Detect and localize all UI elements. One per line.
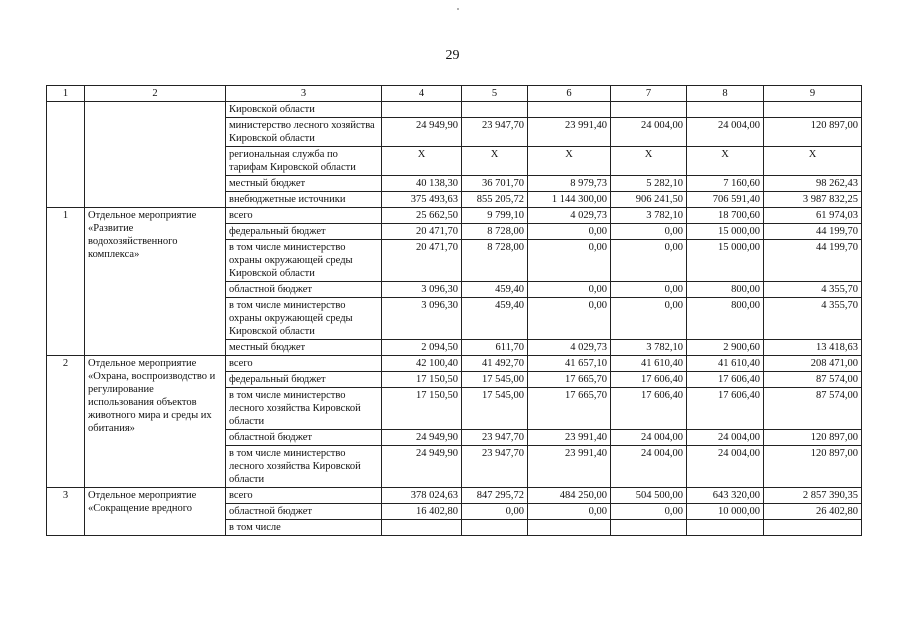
amount-cell: 15 000,00 (687, 224, 764, 240)
column-number-7: 7 (611, 86, 687, 102)
amount-cell: 4 029,73 (528, 340, 611, 356)
amount-cell: 41 610,40 (687, 356, 764, 372)
amount-cell: 24 004,00 (687, 430, 764, 446)
amount-cell: 504 500,00 (611, 488, 687, 504)
table-row (47, 356, 862, 372)
amount-cell (764, 102, 862, 118)
amount-cell: 36 701,70 (462, 176, 528, 192)
amount-cell: 3 096,30 (382, 298, 462, 340)
amount-cell (382, 520, 462, 536)
amount-cell (764, 520, 862, 536)
column-number-3: 3 (226, 86, 382, 102)
amount-cell: 24 004,00 (611, 430, 687, 446)
amount-cell: 906 241,50 (611, 192, 687, 208)
amount-cell: 17 150,50 (382, 388, 462, 430)
amount-cell: 25 662,50 (382, 208, 462, 224)
amount-cell: 98 262,43 (764, 176, 862, 192)
page-number: 29 (445, 48, 460, 63)
amount-cell (687, 102, 764, 118)
funding-source: федеральный бюджет (226, 372, 382, 388)
amount-cell: 0,00 (528, 504, 611, 520)
amount-cell: 17 665,70 (528, 388, 611, 430)
amount-cell: 20 471,70 (382, 240, 462, 282)
amount-cell: 17 665,70 (528, 372, 611, 388)
amount-cell: 41 610,40 (611, 356, 687, 372)
amount-cell: 18 700,60 (687, 208, 764, 224)
amount-cell (462, 520, 528, 536)
amount-cell: 2 094,50 (382, 340, 462, 356)
amount-cell: 3 987 832,25 (764, 192, 862, 208)
amount-cell: 1 144 300,00 (528, 192, 611, 208)
amount-cell: 4 355,70 (764, 282, 862, 298)
amount-cell: 459,40 (462, 298, 528, 340)
cell-num-continued (47, 102, 85, 208)
funding-source: федеральный бюджет (226, 224, 382, 240)
funding-source: Кировской области (226, 102, 382, 118)
amount-cell: 9 799,10 (462, 208, 528, 224)
amount-cell: X (687, 147, 764, 176)
amount-cell: 0,00 (528, 240, 611, 282)
amount-cell: 4 029,73 (528, 208, 611, 224)
column-number-4: 4 (382, 86, 462, 102)
amount-cell (611, 102, 687, 118)
amount-cell: X (382, 147, 462, 176)
amount-cell: 3 782,10 (611, 208, 687, 224)
amount-cell: 0,00 (611, 298, 687, 340)
measure-number: 1 (47, 208, 85, 356)
amount-cell: 42 100,40 (382, 356, 462, 372)
measure-name: Отдельное мероприятие «Охрана, воспроизводство и регулирование использования объектов животного мира и среды их обитания» (85, 356, 226, 488)
funding-source: областной бюджет (226, 504, 382, 520)
amount-cell: 23 947,70 (462, 118, 528, 147)
amount-cell: 17 545,00 (462, 372, 528, 388)
amount-cell: 611,70 (462, 340, 528, 356)
budget-table (46, 85, 862, 536)
amount-cell: 13 418,63 (764, 340, 862, 356)
amount-cell: 2 900,60 (687, 340, 764, 356)
funding-source: областной бюджет (226, 282, 382, 298)
amount-cell: 8 728,00 (462, 224, 528, 240)
amount-cell: X (528, 147, 611, 176)
amount-cell: 0,00 (611, 282, 687, 298)
column-number-9: 9 (764, 86, 862, 102)
column-number-5: 5 (462, 86, 528, 102)
funding-source: областной бюджет (226, 430, 382, 446)
funding-source: всего (226, 356, 382, 372)
amount-cell (382, 102, 462, 118)
amount-cell: 3 782,10 (611, 340, 687, 356)
measure-number: 2 (47, 356, 85, 488)
amount-cell: 208 471,00 (764, 356, 862, 372)
amount-cell: 87 574,00 (764, 372, 862, 388)
amount-cell: 0,00 (611, 240, 687, 282)
amount-cell: 8 979,73 (528, 176, 611, 192)
scan-speck (457, 8, 459, 10)
amount-cell: 375 493,63 (382, 192, 462, 208)
amount-cell: 17 606,40 (611, 372, 687, 388)
funding-source: в том числе министерство лесного хозяйства Кировской области (226, 446, 382, 488)
amount-cell: 87 574,00 (764, 388, 862, 430)
amount-cell: 8 728,00 (462, 240, 528, 282)
amount-cell: X (611, 147, 687, 176)
funding-source: всего (226, 488, 382, 504)
amount-cell: 120 897,00 (764, 118, 862, 147)
funding-source: в том числе министерство лесного хозяйства Кировской области (226, 388, 382, 430)
amount-cell: 0,00 (528, 282, 611, 298)
amount-cell: 23 991,40 (528, 446, 611, 488)
amount-cell: 484 250,00 (528, 488, 611, 504)
amount-cell: 26 402,80 (764, 504, 862, 520)
funding-source: местный бюджет (226, 340, 382, 356)
column-number-2: 2 (85, 86, 226, 102)
amount-cell: 23 991,40 (528, 118, 611, 147)
amount-cell: 41 492,70 (462, 356, 528, 372)
amount-cell: 120 897,00 (764, 446, 862, 488)
amount-cell: 800,00 (687, 298, 764, 340)
amount-cell: 643 320,00 (687, 488, 764, 504)
amount-cell: 23 991,40 (528, 430, 611, 446)
amount-cell: 41 657,10 (528, 356, 611, 372)
amount-cell: 24 004,00 (611, 446, 687, 488)
funding-source: в том числе министерство охраны окружающей среды Кировской области (226, 298, 382, 340)
amount-cell: 847 295,72 (462, 488, 528, 504)
table-row (47, 488, 862, 504)
amount-cell: 0,00 (528, 224, 611, 240)
amount-cell: 800,00 (687, 282, 764, 298)
amount-cell: 3 096,30 (382, 282, 462, 298)
column-number-row (47, 86, 862, 102)
amount-cell: 40 138,30 (382, 176, 462, 192)
amount-cell: 44 199,70 (764, 240, 862, 282)
table-row (47, 102, 862, 118)
amount-cell: 15 000,00 (687, 240, 764, 282)
amount-cell: 4 355,70 (764, 298, 862, 340)
amount-cell: 16 402,80 (382, 504, 462, 520)
amount-cell: 24 004,00 (687, 118, 764, 147)
amount-cell: 17 606,40 (611, 388, 687, 430)
measure-number: 3 (47, 488, 85, 536)
measure-name: Отдельное мероприятие «Развитие водохозяйственного комплекса» (85, 208, 226, 356)
funding-source: в том числе министерство охраны окружающей среды Кировской области (226, 240, 382, 282)
amount-cell: X (462, 147, 528, 176)
funding-source: внебюджетные источники (226, 192, 382, 208)
column-number-8: 8 (687, 86, 764, 102)
amount-cell: 17 606,40 (687, 372, 764, 388)
amount-cell (528, 102, 611, 118)
funding-source: всего (226, 208, 382, 224)
amount-cell: 23 947,70 (462, 446, 528, 488)
amount-cell: 0,00 (611, 504, 687, 520)
funding-source: региональная служба по тарифам Кировской области (226, 147, 382, 176)
amount-cell: 24 949,90 (382, 430, 462, 446)
amount-cell: X (764, 147, 862, 176)
amount-cell: 2 857 390,35 (764, 488, 862, 504)
amount-cell: 17 606,40 (687, 388, 764, 430)
amount-cell: 0,00 (528, 298, 611, 340)
cell-name-continued (85, 102, 226, 208)
amount-cell (462, 102, 528, 118)
funding-source: местный бюджет (226, 176, 382, 192)
amount-cell: 855 205,72 (462, 192, 528, 208)
amount-cell: 20 471,70 (382, 224, 462, 240)
table-body (47, 86, 862, 536)
table-row (47, 208, 862, 224)
amount-cell: 706 591,40 (687, 192, 764, 208)
amount-cell: 5 282,10 (611, 176, 687, 192)
column-number-6: 6 (528, 86, 611, 102)
measure-name: Отдельное мероприятие «Сокращение вредного (85, 488, 226, 536)
amount-cell: 459,40 (462, 282, 528, 298)
amount-cell: 24 949,90 (382, 446, 462, 488)
amount-cell: 61 974,03 (764, 208, 862, 224)
amount-cell: 17 150,50 (382, 372, 462, 388)
amount-cell: 378 024,63 (382, 488, 462, 504)
amount-cell: 0,00 (462, 504, 528, 520)
funding-source: в том числе (226, 520, 382, 536)
amount-cell (611, 520, 687, 536)
funding-source: министерство лесного хозяйства Кировской области (226, 118, 382, 147)
column-number-1: 1 (47, 86, 85, 102)
amount-cell: 10 000,00 (687, 504, 764, 520)
amount-cell: 24 004,00 (611, 118, 687, 147)
amount-cell (528, 520, 611, 536)
amount-cell: 7 160,60 (687, 176, 764, 192)
amount-cell: 24 949,90 (382, 118, 462, 147)
amount-cell: 120 897,00 (764, 430, 862, 446)
amount-cell: 17 545,00 (462, 388, 528, 430)
amount-cell: 24 004,00 (687, 446, 764, 488)
amount-cell: 23 947,70 (462, 430, 528, 446)
amount-cell: 44 199,70 (764, 224, 862, 240)
amount-cell (687, 520, 764, 536)
amount-cell: 0,00 (611, 224, 687, 240)
